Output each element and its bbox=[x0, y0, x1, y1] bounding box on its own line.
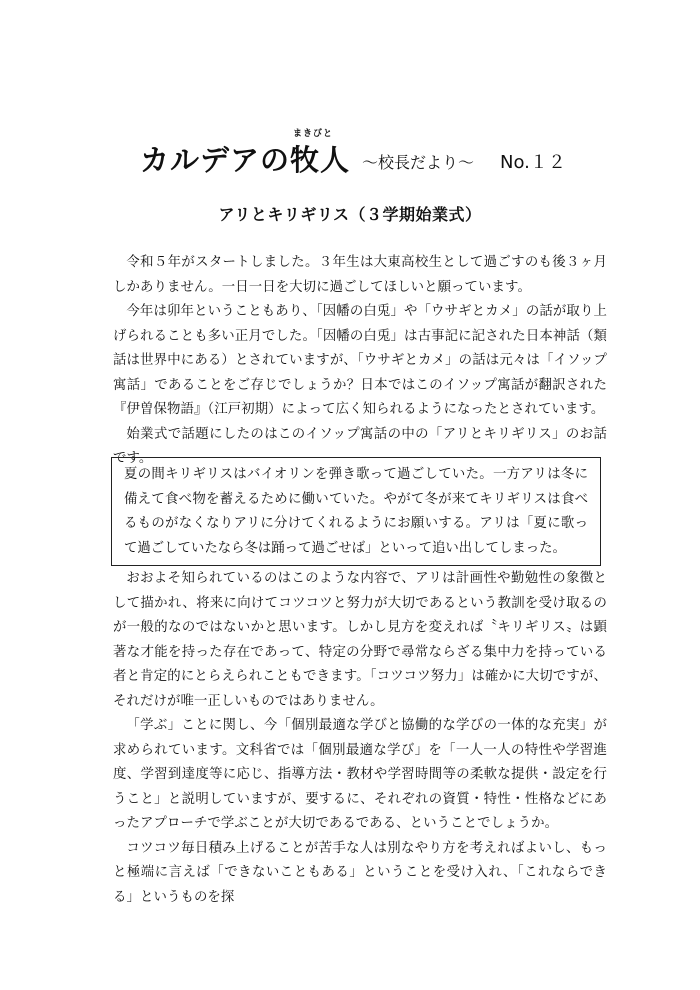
masthead bbox=[140, 128, 600, 178]
paragraph: 始業式で話題にしたのはこのイソップ寓話の中の「アリとキリギリス」のお話です。 bbox=[113, 426, 607, 466]
issue-number: No.１２ bbox=[500, 152, 566, 173]
paragraph: 「学ぶ」ことに関し、今「個別最適な学びと協働的な学びの一体的な充実」が求められています。文科省では「個別最適な学び」を「一人一人の特性や学習進度、学習到達度等に応じ、指導方法・教材や学習時間等の柔軟な提供・設定を行うこと」と説明していますが、要するに、それぞれの資質・特性・性格などにあったアプローチで学ぶことが大切であるである、ということでしょうか。 bbox=[113, 718, 607, 831]
article-body-top bbox=[113, 251, 607, 472]
paragraph: 今年は卯年ということもあり、「因幡の白兎」や「ウサギとカメ」の話が取り上げられることも多い正月でした。「因幡の白兎」は古事記に記された日本神話（類話は世界中にある）とされていますが、「ウサギとカメ」の話は元々は「イソップ寓話」であることをご存じでしょうか？日本ではこのイソップ寓話が翻訳された『伊曽保物語』（江戸初期）によって広く知られるようになったとされています。 bbox=[113, 304, 607, 417]
newsletter-subtitle: ～校長だより～ bbox=[362, 153, 475, 172]
paragraph: おおよそ知られているのはこのような内容で、アリは計画性や勤勉性の象徴として描かれ、将来に向けてコツコツと努力が大切であるという教訓を受け取るのが一般的なのではないかと思います。しかし見方を変えれば〝キリギリス〟は顕著な才能を持った存在であって、特定の分野で尋常ならざる集中力を持っている者と肯定的にとらえられこともできます。「コツコツ努力」は確かに大切ですが、それだけが唯一正しいものではありません。 bbox=[113, 571, 607, 709]
paragraph: コツコツ毎日積み上げることが苦手な人は別なやり方を考えればよいし、もっと極端に言えば「できないこともある」ということを受け入れ、「これならできる」というものを探 bbox=[113, 840, 607, 905]
title-ruby: まきびと bbox=[293, 129, 334, 139]
article-body-bottom bbox=[113, 567, 607, 910]
story-summary-box: 夏の間キリギリスはバイオリンを弾き歌って過ごしていた。一方アリは冬に備えて食べ物を蓄えるために働いていた。やがて冬が来てキリギリスは食べるものがなくなりアリに分けてくれるようにお願いする。アリは「夏に歌って過ごしていたなら冬は踊って過ごせば」といって追い出してしまった。 bbox=[111, 457, 601, 566]
newsletter-title: カルデアの牧人 bbox=[140, 143, 351, 177]
paragraph: 令和５年がスタートしました。３年生は大東高校生として過ごすのも後３ヶ月しかありません。一日一日を大切に過ごしてほしいと願っています。 bbox=[113, 255, 607, 295]
article-heading: アリとキリギリス（３学期始業式） bbox=[218, 205, 482, 224]
